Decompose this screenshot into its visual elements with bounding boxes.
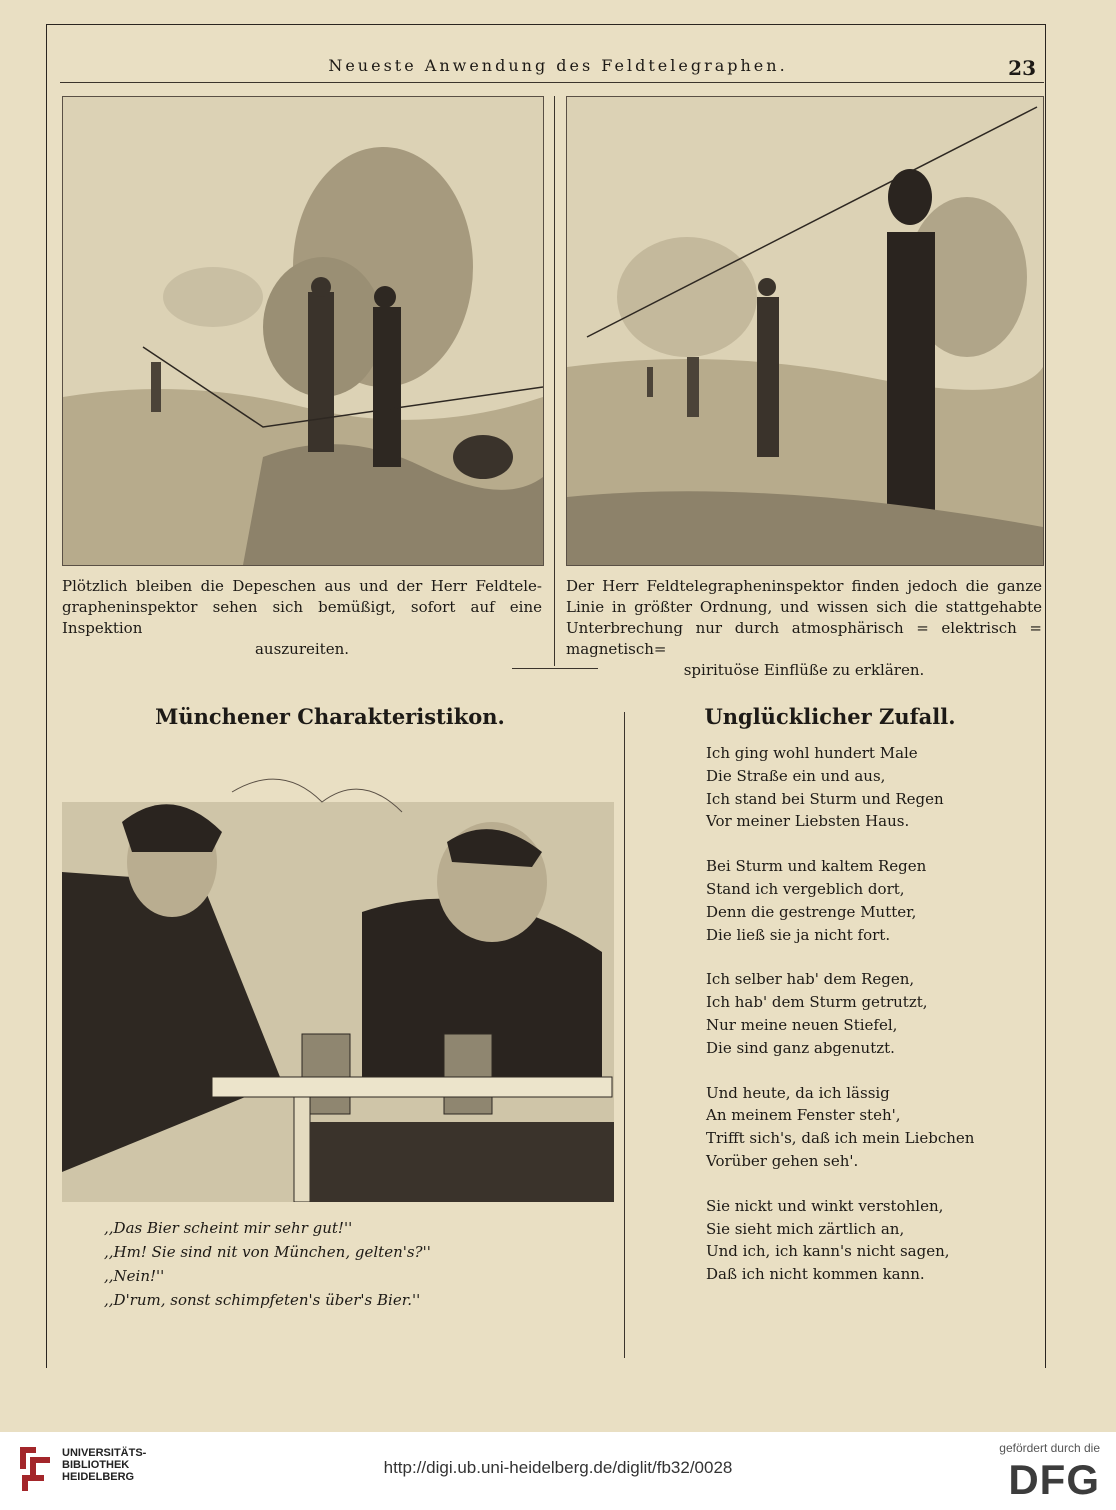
poem-line: Daß ich nicht kommen kann. — [706, 1265, 925, 1284]
poem-line: Ich ging wohl hundert Male — [706, 744, 918, 762]
column-divider-bottom — [624, 712, 625, 1358]
poem-line: Sie nickt und winkt verstohlen, — [706, 1196, 944, 1215]
poem-line: Und heute, da ich lässig — [706, 1083, 890, 1102]
university-line: HEIDELBERG — [62, 1471, 135, 1483]
permalink-url[interactable]: http://digi.ub.uni-heidelberg.de/diglit/fb32/0028 — [383, 1458, 733, 1477]
poem-line: Trifft sich's, daß ich mein Liebchen — [706, 1129, 975, 1148]
beer-drinkers-drawing — [62, 752, 614, 1202]
poem-line: Die ließ sie ja nicht fort. — [706, 925, 891, 944]
poem-line: Nur meine neuen Stiefel, — [706, 1015, 898, 1034]
poem-line: Bei Sturm und kaltem Regen — [706, 857, 927, 876]
caption-top-right-text: Der Herr Feldtelegrapheninspektor finden jedoch die ganze Linie in größter Ordnung, und wissen sich die stattgehabte Unterbrechung nur durch atmosphärisch = elektrisch = magnetisch= — [566, 577, 1042, 658]
header-rule — [60, 82, 1044, 83]
poem-line: Ich selber hab' dem Regen, — [706, 970, 915, 989]
illustration-soldiers-landscape — [62, 96, 544, 566]
caption-top-left-last: auszureiten. — [254, 640, 350, 658]
poem-line: Die sind ganz abgenutzt. — [706, 1038, 895, 1057]
funded-by-label: gefördert durch die — [999, 1441, 1100, 1455]
university-line: UNIVERSITÄTS- — [62, 1447, 147, 1459]
poem-stanza-2 — [706, 855, 974, 946]
illustration-telegraph-inspector — [566, 96, 1044, 566]
page-header-title: Neueste Anwendung des Feldtelegraphen. — [328, 56, 788, 75]
caption-top-right-last: spirituöse Einflüße zu erklären. — [683, 661, 925, 679]
dialog-line: ,,Das Bier scheint mir sehr gut!'' — [104, 1219, 353, 1237]
poem-line: Und ich, ich kann's nicht sagen, — [706, 1242, 950, 1261]
dialog-line: ,,D'rum, sonst schimpfeten's über's Bier.'' — [104, 1291, 421, 1309]
poem-line: Sie sieht mich zärtlich an, — [706, 1219, 905, 1238]
dialog-line: ,,Hm! Sie sind nit von München, gelten's?'' — [104, 1243, 431, 1261]
poem-line: Ich stand bei Sturm und Regen — [706, 789, 944, 808]
illustration-beer-drinkers — [62, 752, 614, 1202]
poem-line: Vorüber gehen seh'. — [706, 1151, 859, 1170]
poem-line: Denn die gestrenge Mutter, — [706, 902, 917, 921]
poem-stanza-5 — [706, 1195, 974, 1286]
dialog-line: ,,Nein!'' — [104, 1267, 165, 1285]
poem-line: Vor meiner Liebsten Haus. — [706, 812, 910, 831]
section-title-right: Unglücklicher Zufall. — [704, 704, 956, 729]
section-divider — [512, 668, 598, 669]
dialog-block — [104, 1216, 431, 1312]
dfg-logo[interactable]: DFG — [1008, 1456, 1100, 1503]
poem-stanza-3 — [706, 968, 974, 1059]
poem-line: An meinem Fenster steh', — [706, 1106, 901, 1125]
poem-line: Ich hab' dem Sturm getrutzt, — [706, 993, 928, 1012]
column-divider-top — [554, 96, 555, 666]
poem-line: Stand ich vergeblich dort, — [706, 879, 905, 898]
poem-line: Die Straße ein und aus, — [706, 766, 886, 785]
soldiers-landscape-drawing — [63, 97, 543, 565]
caption-top-right — [566, 576, 1042, 681]
university-line: BIBLIOTHEK — [62, 1459, 130, 1471]
poem-stanza-4 — [706, 1082, 974, 1173]
caption-top-left — [62, 576, 542, 660]
poem-stanza-1 — [706, 742, 974, 833]
page-number: 23 — [1008, 56, 1036, 80]
caption-top-left-text: Plötzlich bleiben die Depeschen aus und der Herr Feldtele-grapheninspektor sehen sich bemüßigt, sofort auf eine Inspektion — [62, 577, 542, 637]
section-title-left: Münchener Charakteristikon. — [155, 704, 505, 729]
telegraph-inspector-drawing — [567, 97, 1043, 565]
poem — [706, 742, 974, 1308]
